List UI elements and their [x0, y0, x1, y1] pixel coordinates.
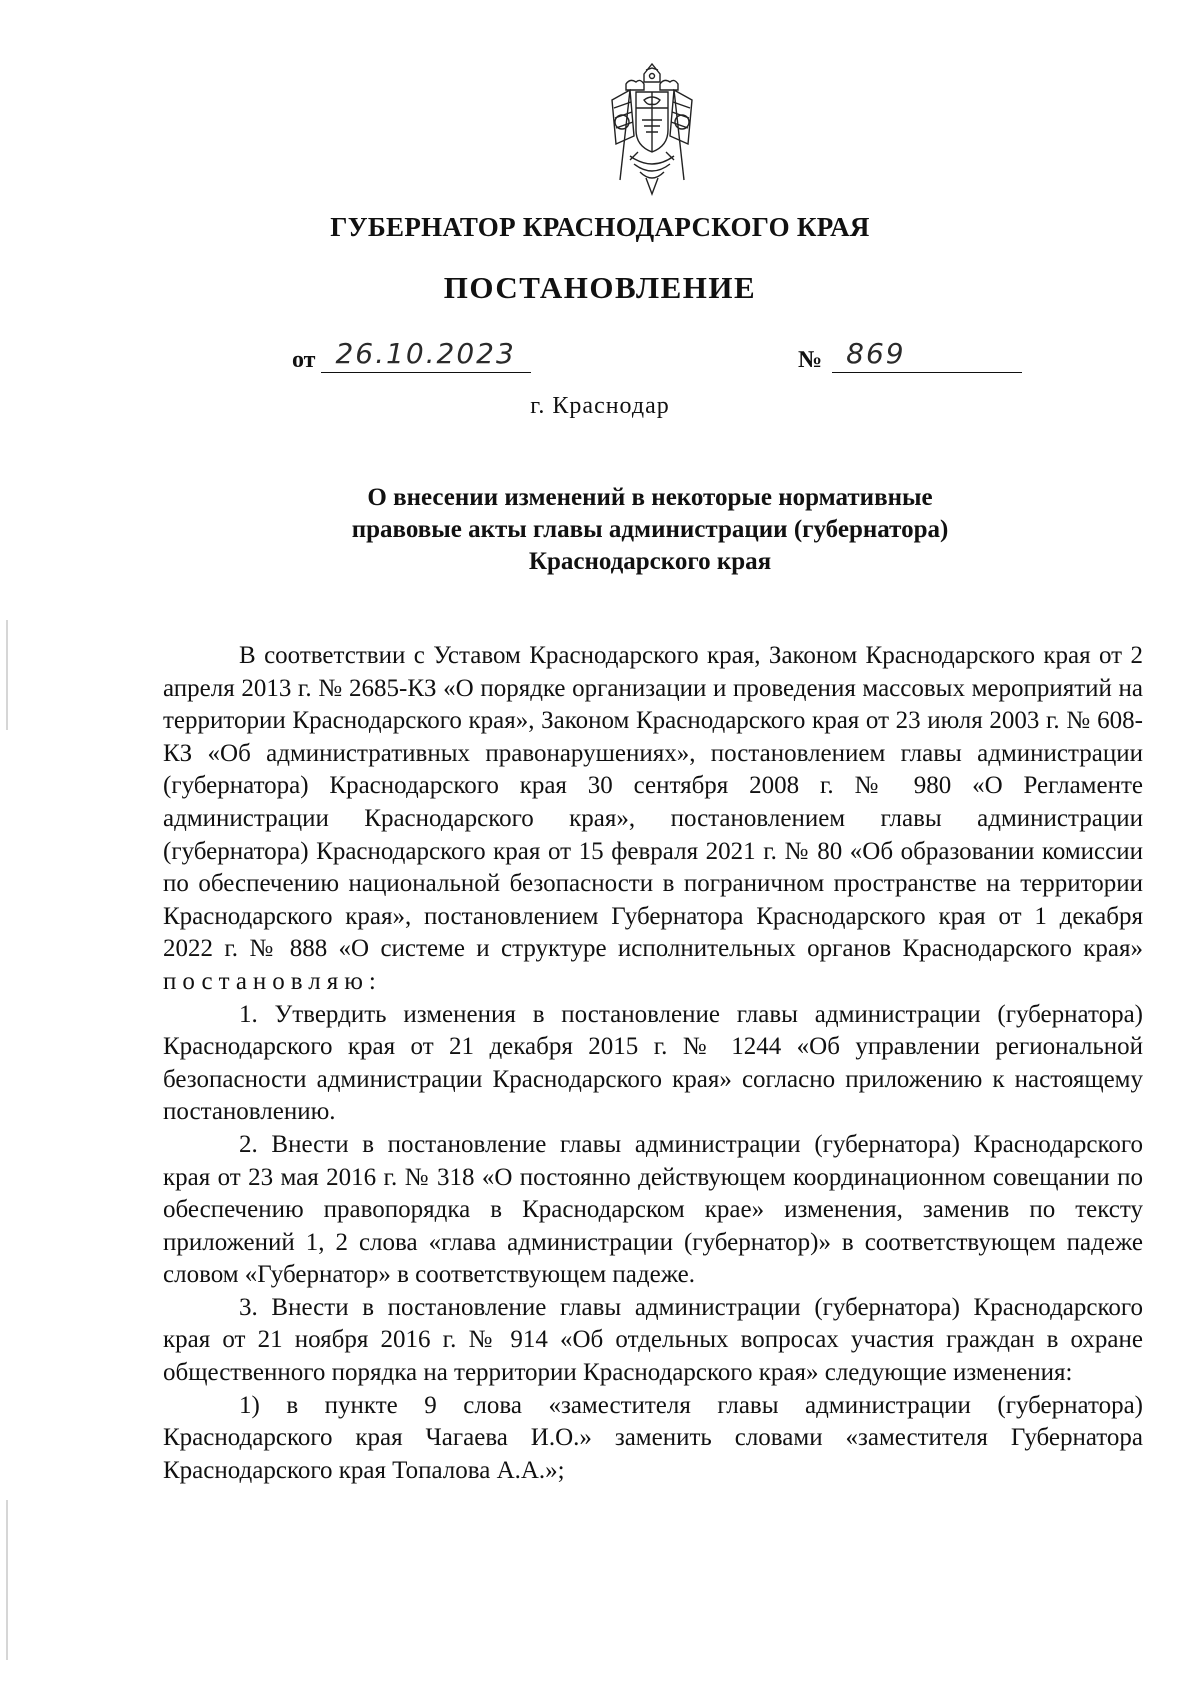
- number-prefix: №: [798, 347, 823, 373]
- numbered-paragraph: 2. Внести в постановление главы администрации (губернатора) Краснодарского края от 23 мая 2016 г. № 318 «О постоянно действующем координационном совещании по обеспечению правопорядка в Краснодарском крае» изменения, заменив по тексту приложений 1, 2 слова «глава администрации (губернатор)» в соответствующем падеже словом «Губернатор» в соответствующем падеже.: [163, 1130, 1143, 1289]
- date-row: [292, 337, 531, 374]
- subject-line: О внесении изменений в некоторые нормативные: [367, 484, 933, 511]
- numbered-paragraph: 3. Внести в постановление главы администрации (губернатора) Краснодарского края от 21 ноября 2016 г. № 914 «Об отдельных вопросах участия граждан в охране общественного порядка на территории Краснодарского края» следующие изменения:: [163, 1293, 1143, 1387]
- scan-margin-mark: [6, 1500, 8, 1660]
- city-line: г. Краснодар: [530, 393, 670, 419]
- subject-line: Краснодарского края: [528, 548, 772, 575]
- subject-line: правовые акты главы администрации (губернатора): [351, 516, 949, 543]
- preamble-text: В соответствии с Уставом Краснодарского края, Законом Краснодарского края от 2 апреля 2013 г. № 2685-КЗ «О порядке организации и проведения массовых мероприятий на территории Краснодарского края», Законом Краснодарского края от 23 июля 2003 г. № 608-КЗ «Об административных правонарушениях», постановлением главы администрации (губернатора) Краснодарского края 30 сентября 2008 г. № 980 «О Регламенте администрации Краснодарского края», постановлением главы администрации (губернатора) Краснодарского края от 15 февраля 2021 г. № 80 «Об образовании комиссии по обеспечению национальной безопасности в пограничном пространстве на территории Краснодарского края», постановлением Губернатора Краснодарского края от 1 декабря 2022 г. № 888 «О системе и структуре исполнительных органов Краснодарского края»: [163, 642, 1143, 963]
- number-field: [832, 337, 1022, 373]
- handwritten-number: 869: [846, 337, 906, 370]
- date-field: [321, 337, 531, 373]
- number-row: [798, 337, 1022, 374]
- document-type-title: ПОСТАНОВЛЕНИЕ: [443, 270, 757, 305]
- handwritten-date: 26.10.2023: [335, 337, 516, 370]
- subject-heading: [300, 482, 1000, 578]
- scan-margin-mark: [6, 620, 8, 730]
- document-body: [163, 640, 1143, 1487]
- preamble-paragraph: [163, 640, 1143, 999]
- decree-word: постановляю:: [163, 967, 382, 995]
- numbered-paragraph: 1. Утвердить изменения в постановление главы администрации (губернатора) Краснодарского края от 21 декабря 2015 г. № 1244 «Об управлении региональной безопасности администрации Краснодарского края» согласно приложению к настоящему постановлению.: [163, 1000, 1143, 1126]
- coat-of-arms-icon: [600, 60, 704, 200]
- subitem-paragraph: 1) в пункте 9 слова «заместителя главы администрации (губернатора) Краснодарского края Чагаева И.О.» заменить словами «заместителя Губернатора Краснодарского края Топалова А.А.»;: [163, 1391, 1143, 1484]
- issuer-title: ГУБЕРНАТОР КРАСНОДАРСКОГО КРАЯ: [330, 212, 870, 242]
- date-prefix: от: [292, 347, 316, 373]
